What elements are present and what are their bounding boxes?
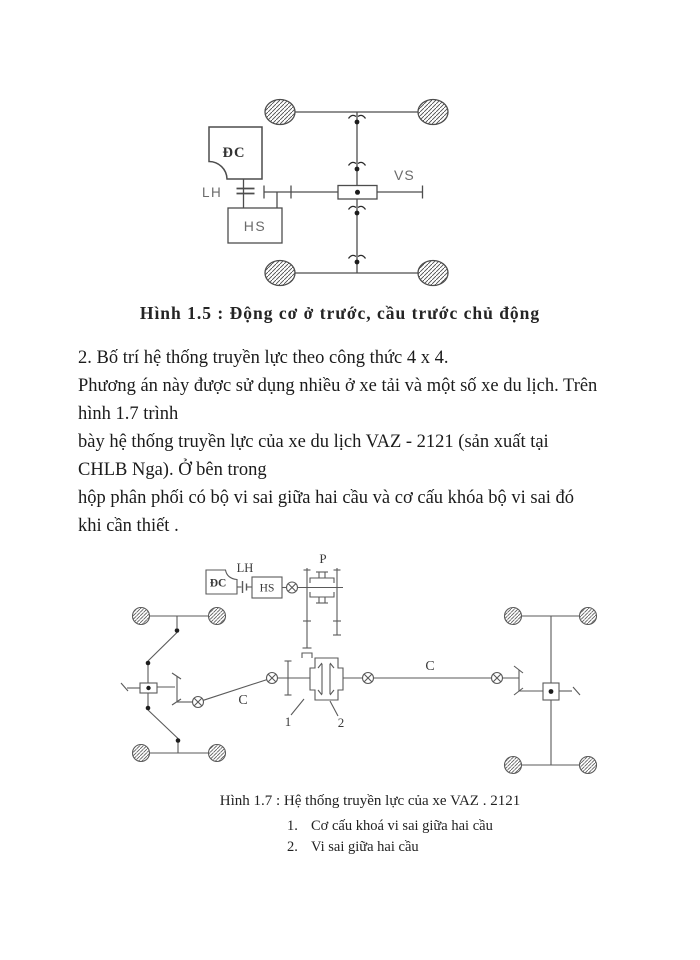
clutch-label: LH — [236, 561, 254, 575]
callout-2: 2 — [337, 715, 345, 730]
front-diff-left-tick — [121, 683, 128, 691]
note-item — [287, 837, 493, 858]
coupling — [193, 697, 204, 708]
front-prop-shaft — [203, 680, 267, 701]
front-shaft-label: C — [238, 693, 248, 708]
uj-dots — [146, 628, 554, 743]
transfer-case-gears — [303, 568, 342, 648]
wheel-front-right — [418, 100, 448, 125]
rear-diff-right-tick — [573, 687, 580, 695]
coupling — [363, 673, 374, 684]
body-paragraph — [78, 344, 638, 540]
note-number: 1. — [287, 818, 298, 834]
diff-lock-symbol — [302, 653, 312, 658]
engine-label: ĐC — [222, 145, 246, 161]
front-halfshaft-upper-b — [148, 633, 177, 662]
body-line: hộp phân phối có bộ vi sai giữa hai cầu và cơ cấu khóa bộ vi sai đó — [78, 488, 575, 508]
coupling — [492, 673, 503, 684]
note-text: Vi sai giữa hai cầu — [311, 839, 419, 855]
note-text: Cơ cấu khoá vi sai giữa hai cầu — [311, 818, 493, 834]
center-box-dot — [355, 190, 360, 195]
engine-label: ĐC — [209, 577, 227, 590]
clutch-label: LH — [202, 185, 223, 200]
body-line: bày hệ thống truyền lực của xe du lịch VAZ - 2121 (sản xuất tại — [78, 432, 549, 452]
wheel-rear-left — [265, 261, 295, 286]
leader-1 — [291, 699, 304, 715]
wheel-front-left — [265, 100, 295, 125]
coupling — [287, 582, 298, 593]
vs-label: VS — [394, 167, 415, 183]
note-number: 2. — [287, 839, 298, 855]
center-diff-housing — [310, 658, 343, 700]
wheel-front-top-left — [133, 608, 150, 625]
body-line: hình 1.7 trình — [78, 404, 179, 424]
wheel-rear-top-left — [505, 608, 522, 625]
note-item — [287, 816, 493, 837]
figure-1-7-diagram — [0, 545, 700, 795]
leader-2 — [330, 701, 338, 716]
wheel-rear-right — [418, 261, 448, 286]
body-line: 2. Bố trí hệ thống truyền lực theo công thức 4 x 4. — [78, 348, 449, 368]
wheel-rear-top-right — [580, 608, 597, 625]
wheel-front-bottom-left — [133, 745, 150, 762]
body-line: Phương án này được sử dụng nhiều ở xe tải và một số xe du lịch. Trên — [78, 376, 598, 396]
coupling — [267, 673, 278, 684]
body-line: CHLB Nga). Ở bên trong — [78, 460, 267, 480]
figure-1-5-diagram — [0, 0, 700, 300]
wheel-front-bottom-right — [209, 745, 226, 762]
callout-1: 1 — [284, 714, 292, 729]
wheel-rear-bottom-left — [505, 757, 522, 774]
figure-1-5-caption: Hình 1.5 : Động cơ ở trước, cầu trước chủ động — [139, 303, 541, 323]
figure-1-7-caption: Hình 1.7 : Hệ thống truyền lực của xe VAZ . 2121 — [219, 793, 521, 809]
body-line: khi cần thiết . — [78, 516, 179, 536]
wheel-rear-bottom-right — [580, 757, 597, 774]
wheel-front-top-right — [209, 608, 226, 625]
gearbox-label: HS — [259, 582, 275, 595]
transfer-case-label: P — [319, 551, 327, 566]
front-halfshaft-lower-b — [148, 710, 178, 739]
figure-1-7-notes — [287, 816, 493, 858]
rear-shaft-label: C — [425, 659, 435, 674]
gearbox-label: HS — [243, 218, 267, 234]
